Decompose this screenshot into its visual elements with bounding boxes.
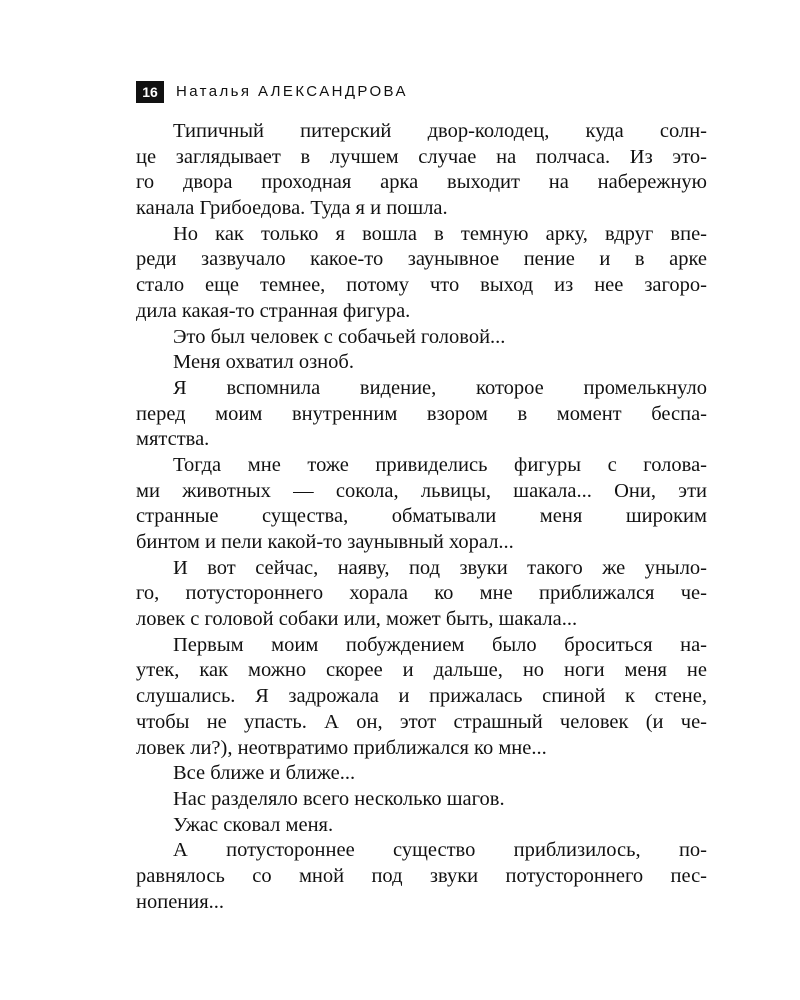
text-line: Но как только я вошла в темную арку, вдруг впе- xyxy=(173,222,707,245)
body-text xyxy=(136,119,707,915)
paragraph xyxy=(136,376,707,453)
text-line: це заглядывает в лучшем случае на полчаса. Из это- xyxy=(136,145,707,168)
paragraph xyxy=(136,222,707,325)
text-line: утек, как можно скорее и дальше, но ноги меня не xyxy=(136,659,707,682)
text-line: нопения... xyxy=(136,890,225,913)
text-line: Тогда мне тоже привиделись фигуры с голова- xyxy=(173,453,707,476)
paragraph xyxy=(136,119,707,222)
text-line: Меня охватил озноб. xyxy=(173,351,354,374)
text-line: чтобы не упасть. А он, этот страшный человек (и че- xyxy=(136,710,707,733)
paragraph xyxy=(136,787,707,813)
page-header xyxy=(136,80,408,104)
page-number: 16 xyxy=(136,81,164,103)
paragraph xyxy=(136,838,707,915)
text-line: ловек ли?), неотвратимо приближался ко мне... xyxy=(136,736,547,759)
text-line: И вот сейчас, наяву, под звуки такого же уныло- xyxy=(173,556,707,579)
text-line: Все ближе и ближе... xyxy=(173,762,356,785)
text-line: Ужас сковал меня. xyxy=(173,813,334,836)
text-line: равнялось со мной под звуки потустороннего пес- xyxy=(136,864,707,887)
text-line: стало еще темнее, потому что выход из нее загоро- xyxy=(136,274,707,297)
text-line: Я вспомнила видение, которое промелькнуло xyxy=(173,376,707,399)
paragraph xyxy=(136,813,707,839)
paragraph xyxy=(136,453,707,556)
text-line: ловек с головой собаки или, может быть, шакала... xyxy=(136,608,578,631)
text-line: Первым моим побуждением было броситься на- xyxy=(173,633,707,656)
text-line: Нас разделяло всего несколько шагов. xyxy=(173,787,505,810)
text-line: бинтом и пели какой-то заунывный хорал... xyxy=(136,531,514,553)
text-line: странные существа, обматывали меня широким xyxy=(136,505,707,528)
text-line: ми животных — сокола, львицы, шакала... Они, эти xyxy=(136,479,707,502)
text-line: слушались. Я задрожала и прижалась спиной к стене, xyxy=(136,685,707,708)
text-line: канала Грибоедова. Туда я и пошла. xyxy=(136,197,448,220)
text-line: Это был человек с собачьей головой... xyxy=(173,325,506,348)
paragraph xyxy=(136,556,707,633)
text-line: перед моим внутренним взором в момент беспа- xyxy=(136,402,707,425)
text-line: дила какая-то странная фигура. xyxy=(136,299,411,322)
text-line: мятства. xyxy=(136,428,210,451)
paragraph xyxy=(136,350,707,376)
text-line: Типичный питерский двор-колодец, куда солн- xyxy=(173,120,707,142)
text-line: го, потустороннего хорала ко мне приближался че- xyxy=(136,582,707,605)
paragraph xyxy=(136,633,707,761)
paragraph xyxy=(136,325,707,351)
text-line: реди зазвучало какое-то заунывное пение и в арке xyxy=(136,248,707,271)
text-line: го двора проходная арка выходит на набережную xyxy=(136,171,707,194)
text-line: А потустороннее существо приблизилось, по- xyxy=(173,839,707,862)
paragraph xyxy=(136,761,707,787)
running-head-author: Наталья АЛЕКСАНДРОВА xyxy=(176,83,408,100)
